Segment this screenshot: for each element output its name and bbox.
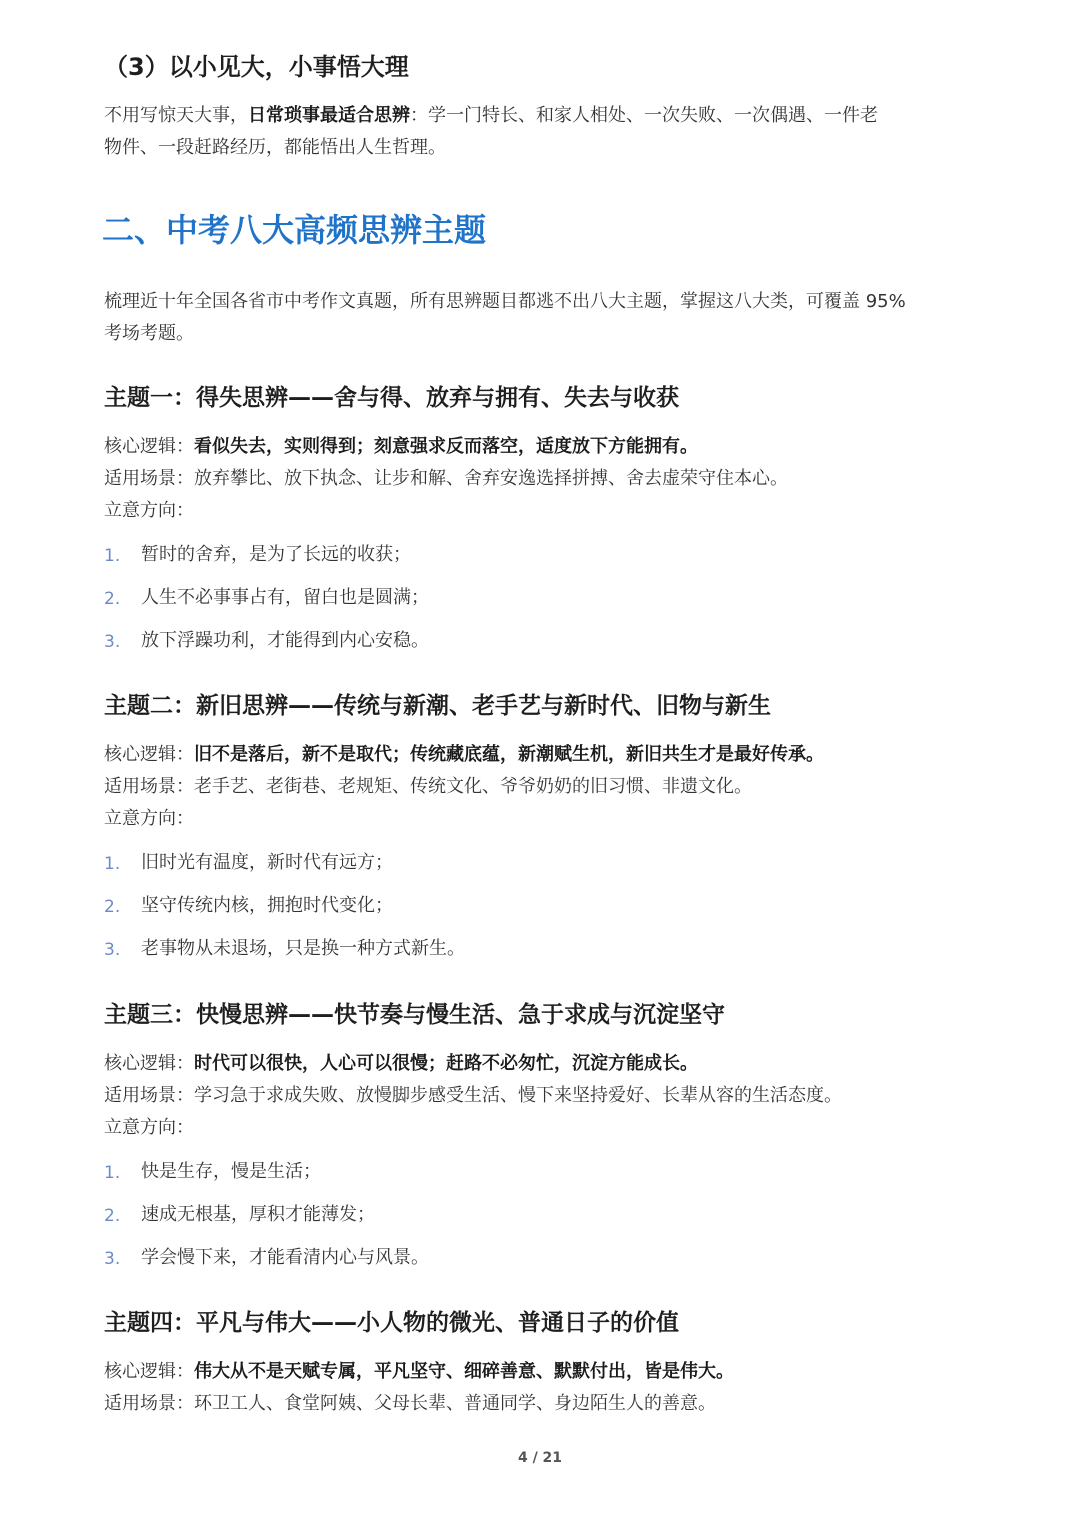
section-3-text: ：学一门特长、和家人相处、一次失败、一次偶遇、一件老 bbox=[410, 105, 878, 126]
theme-2-scene bbox=[104, 771, 752, 803]
logic-text: 看似失去，实则得到；刻意强求反而落空，适度放下方能拥有。 bbox=[194, 436, 698, 457]
theme-4-title: 主题四：平凡与伟大——小人物的微光、普通日子的价值 bbox=[104, 1310, 679, 1336]
list-item-number: 2. bbox=[104, 1206, 121, 1226]
theme-3-logic bbox=[104, 1048, 698, 1080]
list-item-number: 2. bbox=[104, 897, 121, 917]
list-item-number: 1. bbox=[104, 854, 121, 874]
part-2-intro-line-2: 考场考题。 bbox=[104, 323, 194, 344]
list-item-number: 1. bbox=[104, 546, 121, 566]
list-item-number: 3. bbox=[104, 1249, 121, 1269]
theme-2-title: 主题二：新旧思辨——传统与新潮、老手艺与新时代、旧物与新生 bbox=[104, 693, 771, 719]
theme-3-direction-label: 立意方向： bbox=[104, 1117, 194, 1138]
logic-label: 核心逻辑： bbox=[104, 436, 194, 457]
logic-label: 核心逻辑： bbox=[104, 1361, 194, 1382]
logic-text: 旧不是落后，新不是取代；传统藏底蕴，新潮赋生机，新旧共生才是最好传承。 bbox=[194, 744, 824, 765]
list-item-number: 3. bbox=[104, 632, 121, 652]
theme-3-scene bbox=[104, 1080, 842, 1112]
list-item: 坚守传统内核，拥抱时代变化； bbox=[141, 895, 393, 916]
logic-text: 时代可以很快，人心可以很慢；赶路不必匆忙，沉淀方能成长。 bbox=[194, 1053, 698, 1074]
part-2-intro-line-1: 梳理近十年全国各省市中考作文真题，所有思辨题目都逃不出八大主题，掌握这八大类，可覆盖 95% bbox=[104, 291, 906, 312]
logic-text: 伟大从不是天赋专属，平凡坚守、细碎善意、默默付出，皆是伟大。 bbox=[194, 1361, 734, 1382]
section-3-paragraph-line-2: 物件、一段赶路经历，都能悟出人生哲理。 bbox=[104, 137, 446, 158]
list-item: 放下浮躁功利，才能得到内心安稳。 bbox=[141, 630, 429, 651]
theme-2-logic bbox=[104, 739, 824, 771]
list-item: 人生不必事事占有，留白也是圆满； bbox=[141, 587, 429, 608]
page-number: 4 / 21 bbox=[517, 1450, 563, 1466]
scene-label: 适用场景： bbox=[104, 1393, 194, 1414]
theme-2-direction-label: 立意方向： bbox=[104, 808, 194, 829]
list-item: 学会慢下来，才能看清内心与风景。 bbox=[141, 1247, 429, 1268]
list-item-number: 1. bbox=[104, 1163, 121, 1183]
logic-label: 核心逻辑： bbox=[104, 744, 194, 765]
part-2-heading: 二、中考八大高频思辨主题 bbox=[102, 211, 487, 249]
logic-label: 核心逻辑： bbox=[104, 1053, 194, 1074]
scene-text: 放弃攀比、放下执念、让步和解、舍弃安逸选择拼搏、舍去虚荣守住本心。 bbox=[194, 468, 788, 489]
theme-1-title: 主题一：得失思辨——舍与得、放弃与拥有、失去与收获 bbox=[104, 385, 679, 411]
section-3-paragraph-line-1 bbox=[104, 100, 878, 132]
scene-label: 适用场景： bbox=[104, 1085, 194, 1106]
list-item: 旧时光有温度，新时代有远方； bbox=[141, 852, 393, 873]
list-item: 快是生存，慢是生活； bbox=[141, 1161, 321, 1182]
list-item: 速成无根基，厚积才能薄发； bbox=[141, 1204, 375, 1225]
section-3-heading: （3）以小见大，小事悟大理 bbox=[104, 53, 409, 81]
list-item-number: 3. bbox=[104, 940, 121, 960]
theme-4-scene bbox=[104, 1388, 716, 1420]
list-item: 老事物从未退场，只是换一种方式新生。 bbox=[141, 938, 465, 959]
theme-4-logic bbox=[104, 1356, 734, 1388]
list-item: 暂时的舍弃，是为了长远的收获； bbox=[141, 544, 411, 565]
scene-label: 适用场景： bbox=[104, 468, 194, 489]
theme-1-logic bbox=[104, 431, 698, 463]
theme-1-direction-label: 立意方向： bbox=[104, 500, 194, 521]
scene-label: 适用场景： bbox=[104, 776, 194, 797]
theme-3-title: 主题三：快慢思辨——快节奏与慢生活、急于求成与沉淀坚守 bbox=[104, 1002, 725, 1028]
scene-text: 老手艺、老街巷、老规矩、传统文化、爷爷奶奶的旧习惯、非遗文化。 bbox=[194, 776, 752, 797]
scene-text: 环卫工人、食堂阿姨、父母长辈、普通同学、身边陌生人的善意。 bbox=[194, 1393, 716, 1414]
section-3-text: 不用写惊天大事， bbox=[104, 105, 248, 126]
theme-1-scene bbox=[104, 463, 788, 495]
section-3-bold-text: 日常琐事最适合思辨 bbox=[248, 105, 410, 126]
scene-text: 学习急于求成失败、放慢脚步感受生活、慢下来坚持爱好、长辈从容的生活态度。 bbox=[194, 1085, 842, 1106]
list-item-number: 2. bbox=[104, 589, 121, 609]
